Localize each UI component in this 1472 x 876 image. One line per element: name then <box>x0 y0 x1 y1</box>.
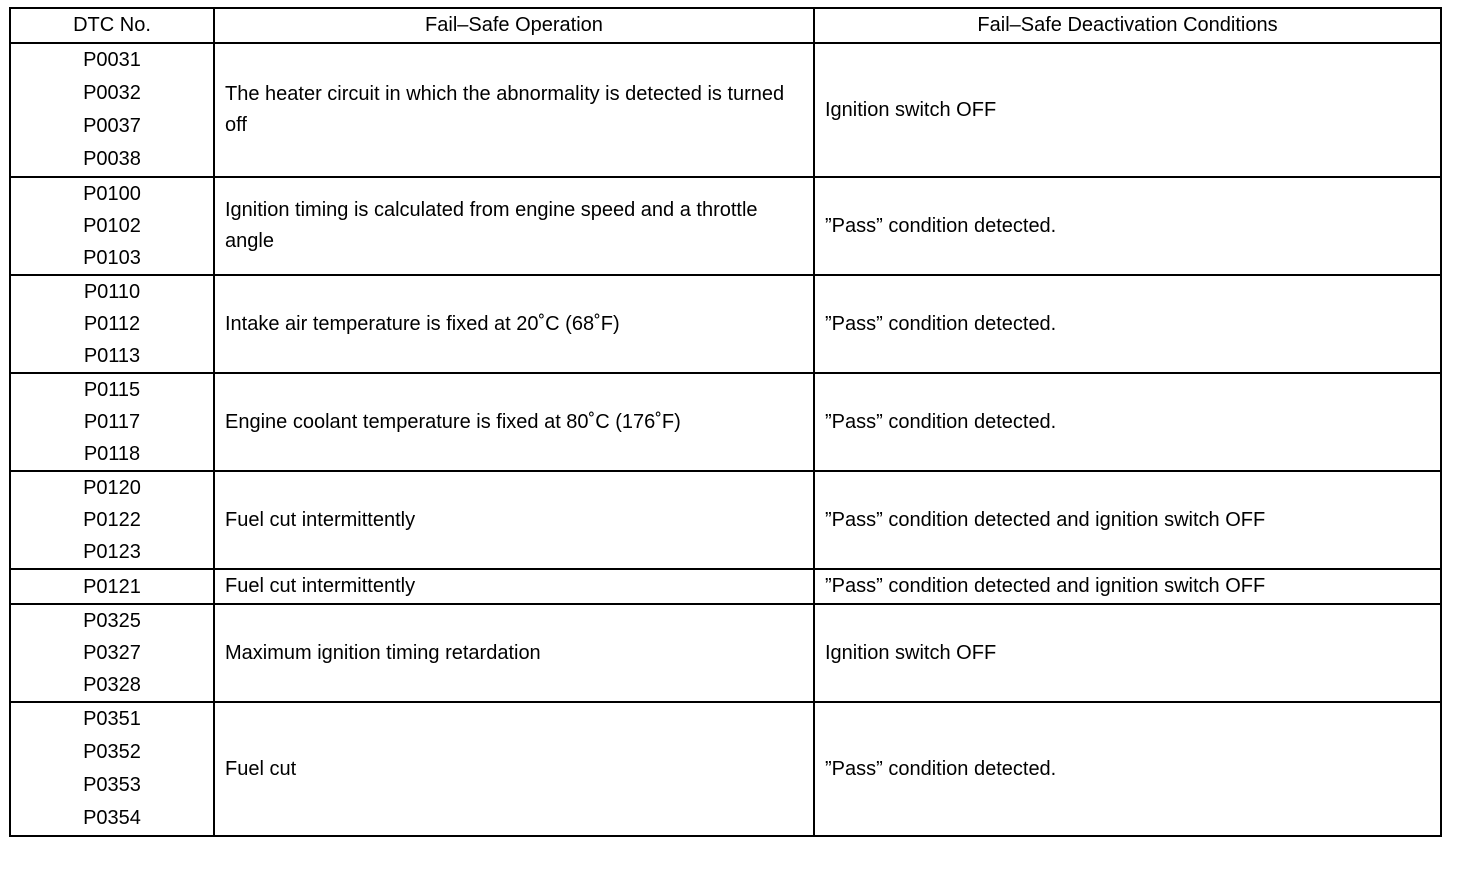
dtc-cell <box>10 275 214 373</box>
dtc-code: P0122 <box>83 509 141 531</box>
dtc-cell <box>10 604 214 702</box>
table-row <box>10 569 1441 604</box>
condition-cell: ”Pass” condition detected and ignition switch OFF <box>814 569 1441 604</box>
condition-cell: ”Pass” condition detected. <box>814 177 1441 275</box>
dtc-cell <box>10 43 214 177</box>
table-row <box>10 177 1441 275</box>
dtc-code: P0354 <box>83 807 141 829</box>
dtc-code: P0351 <box>83 708 141 730</box>
dtc-code: P0115 <box>83 379 141 401</box>
operation-cell: Fuel cut intermittently <box>214 471 814 569</box>
condition-cell: ”Pass” condition detected and ignition switch OFF <box>814 471 1441 569</box>
dtc-cell <box>10 373 214 471</box>
table-header-row <box>10 8 1441 43</box>
operation-cell: Maximum ignition timing retardation <box>214 604 814 702</box>
dtc-code: P0112 <box>83 313 141 335</box>
dtc-code: P0328 <box>83 674 141 696</box>
dtc-cell <box>10 702 214 836</box>
operation-cell: Fuel cut <box>214 702 814 836</box>
operation-cell: Ignition timing is calculated from engine speed and a throttle angle <box>214 177 814 275</box>
dtc-code: P0123 <box>83 541 141 563</box>
dtc-code: P0113 <box>83 345 141 367</box>
condition-cell: Ignition switch OFF <box>814 604 1441 702</box>
dtc-code: P0327 <box>83 642 141 664</box>
dtc-code: P0121 <box>83 575 141 598</box>
dtc-code: P0102 <box>83 215 141 237</box>
failsafe-table <box>9 7 1442 837</box>
dtc-code: P0032 <box>83 82 141 104</box>
condition-cell: ”Pass” condition detected. <box>814 702 1441 836</box>
table-row <box>10 275 1441 373</box>
dtc-cell <box>10 177 214 275</box>
table-row <box>10 373 1441 471</box>
operation-cell: Engine coolant temperature is fixed at 80˚C (176˚F) <box>214 373 814 471</box>
dtc-cell <box>10 569 214 604</box>
dtc-code: P0103 <box>83 247 141 269</box>
operation-cell: Intake air temperature is fixed at 20˚C (68˚F) <box>214 275 814 373</box>
condition-cell: ”Pass” condition detected. <box>814 373 1441 471</box>
table-row <box>10 604 1441 702</box>
dtc-code: P0120 <box>83 477 141 499</box>
dtc-code: P0325 <box>83 610 141 632</box>
header-dtc-no: DTC No. <box>10 8 214 43</box>
condition-cell: ”Pass” condition detected. <box>814 275 1441 373</box>
header-fail-safe-operation: Fail–Safe Operation <box>214 8 814 43</box>
dtc-code: P0117 <box>83 411 141 433</box>
header-deactivation-conditions: Fail–Safe Deactivation Conditions <box>814 8 1441 43</box>
dtc-code: P0031 <box>83 49 141 71</box>
dtc-cell <box>10 471 214 569</box>
dtc-code: P0352 <box>83 741 141 763</box>
dtc-code: P0118 <box>83 443 141 465</box>
table-row <box>10 702 1441 836</box>
table-row <box>10 43 1441 177</box>
dtc-code: P0353 <box>83 774 141 796</box>
dtc-code: P0037 <box>83 115 141 137</box>
dtc-code: P0100 <box>83 183 141 205</box>
dtc-code: P0110 <box>83 281 141 303</box>
operation-cell: The heater circuit in which the abnormality is detected is turned off <box>214 43 814 177</box>
table-row <box>10 471 1441 569</box>
operation-cell: Fuel cut intermittently <box>214 569 814 604</box>
dtc-code: P0038 <box>83 148 141 170</box>
condition-cell: Ignition switch OFF <box>814 43 1441 177</box>
